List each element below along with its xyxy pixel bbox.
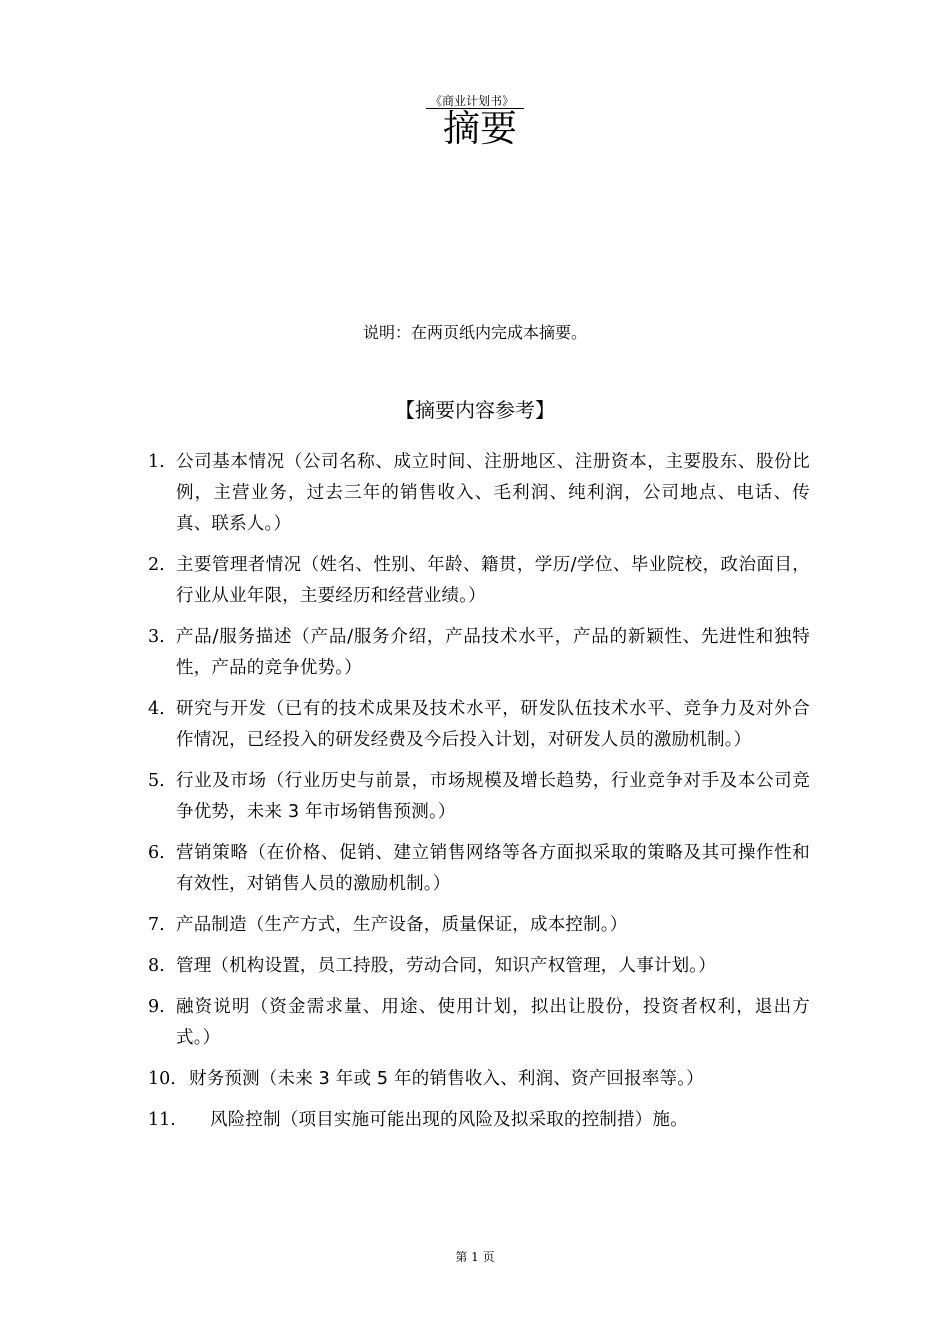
item-text: 公司基本情况（公司名称、成立时间、注册地区、注册资本，主要股东、股份比例，主营业务，过去三年的销售收入、毛利润、纯利润，公司地点、电话、传真、联系人。）	[176, 452, 810, 534]
list-item	[148, 622, 810, 684]
item-number: 7.	[148, 915, 165, 935]
list-item	[148, 838, 810, 900]
item-number: 11.	[148, 1110, 176, 1130]
item-number: 2.	[148, 555, 165, 575]
page-footer	[0, 1249, 950, 1265]
list-item	[148, 1064, 810, 1095]
item-text: 产品制造（生产方式，生产设备，质量保证，成本控制。）	[176, 915, 628, 935]
item-text: 主要管理者情况（姓名、性别、年龄、籍贯，学历/学位、毕业院校，政治面目，行业从业年限，主要经历和经营业绩。）	[176, 555, 810, 606]
item-number: 10.	[148, 1069, 176, 1089]
section-heading: 【摘要内容参考】	[395, 398, 555, 422]
item-text: 营销策略（在价格、促销、建立销售网络等各方面拟采取的策略及其可操作性和有效性，对销售人员的激励机制。）	[176, 843, 810, 894]
page-number: 第 1 页	[455, 1250, 495, 1264]
item-number: 4.	[148, 699, 165, 719]
item-text: 行业及市场（行业历史与前景，市场规模及增长趋势，行业竞争对手及本公司竞争优势，未来 3 年市场销售预测。）	[176, 771, 810, 822]
item-text: 财务预测（未来 3 年或 5 年的销售收入、利润、资产回报率等。）	[189, 1069, 704, 1089]
page-title: 摘要	[443, 107, 517, 150]
list-item	[148, 694, 810, 756]
item-number: 1.	[148, 452, 165, 472]
item-number: 3.	[148, 627, 165, 647]
header-label: 《商业计划书》	[426, 94, 524, 109]
item-text: 风险控制（项目实施可能出现的风险及拟采取的控制措）施。	[210, 1110, 688, 1130]
item-text: 研究与开发（已有的技术成果及技术水平，研发队伍技术水平、竞争力及对外合作情况，已经投入的研发经费及今后投入计划，对研发人员的激励机制。）	[176, 699, 810, 750]
list-item	[148, 766, 810, 828]
item-number: 5.	[148, 771, 165, 791]
list-item	[148, 447, 810, 540]
list-item	[148, 992, 810, 1054]
list-item	[148, 550, 810, 612]
list-item	[148, 910, 810, 941]
list-item	[148, 1105, 810, 1136]
instruction-note: 说明：在两页纸内完成本摘要。	[362, 323, 587, 342]
reference-list	[148, 447, 810, 1146]
item-text: 产品/服务描述（产品/服务介绍，产品技术水平，产品的新颖性、先进性和独特性，产品的竞争优势。）	[176, 627, 810, 678]
item-number: 9.	[148, 997, 165, 1017]
item-number: 8.	[148, 956, 165, 976]
item-text: 管理（机构设置，员工持股，劳动合同，知识产权管理，人事计划。）	[176, 956, 716, 976]
list-item	[148, 951, 810, 982]
item-text: 融资说明（资金需求量、用途、使用计划，拟出让股份，投资者权利，退出方式。）	[176, 997, 810, 1048]
item-number: 6.	[148, 843, 165, 863]
